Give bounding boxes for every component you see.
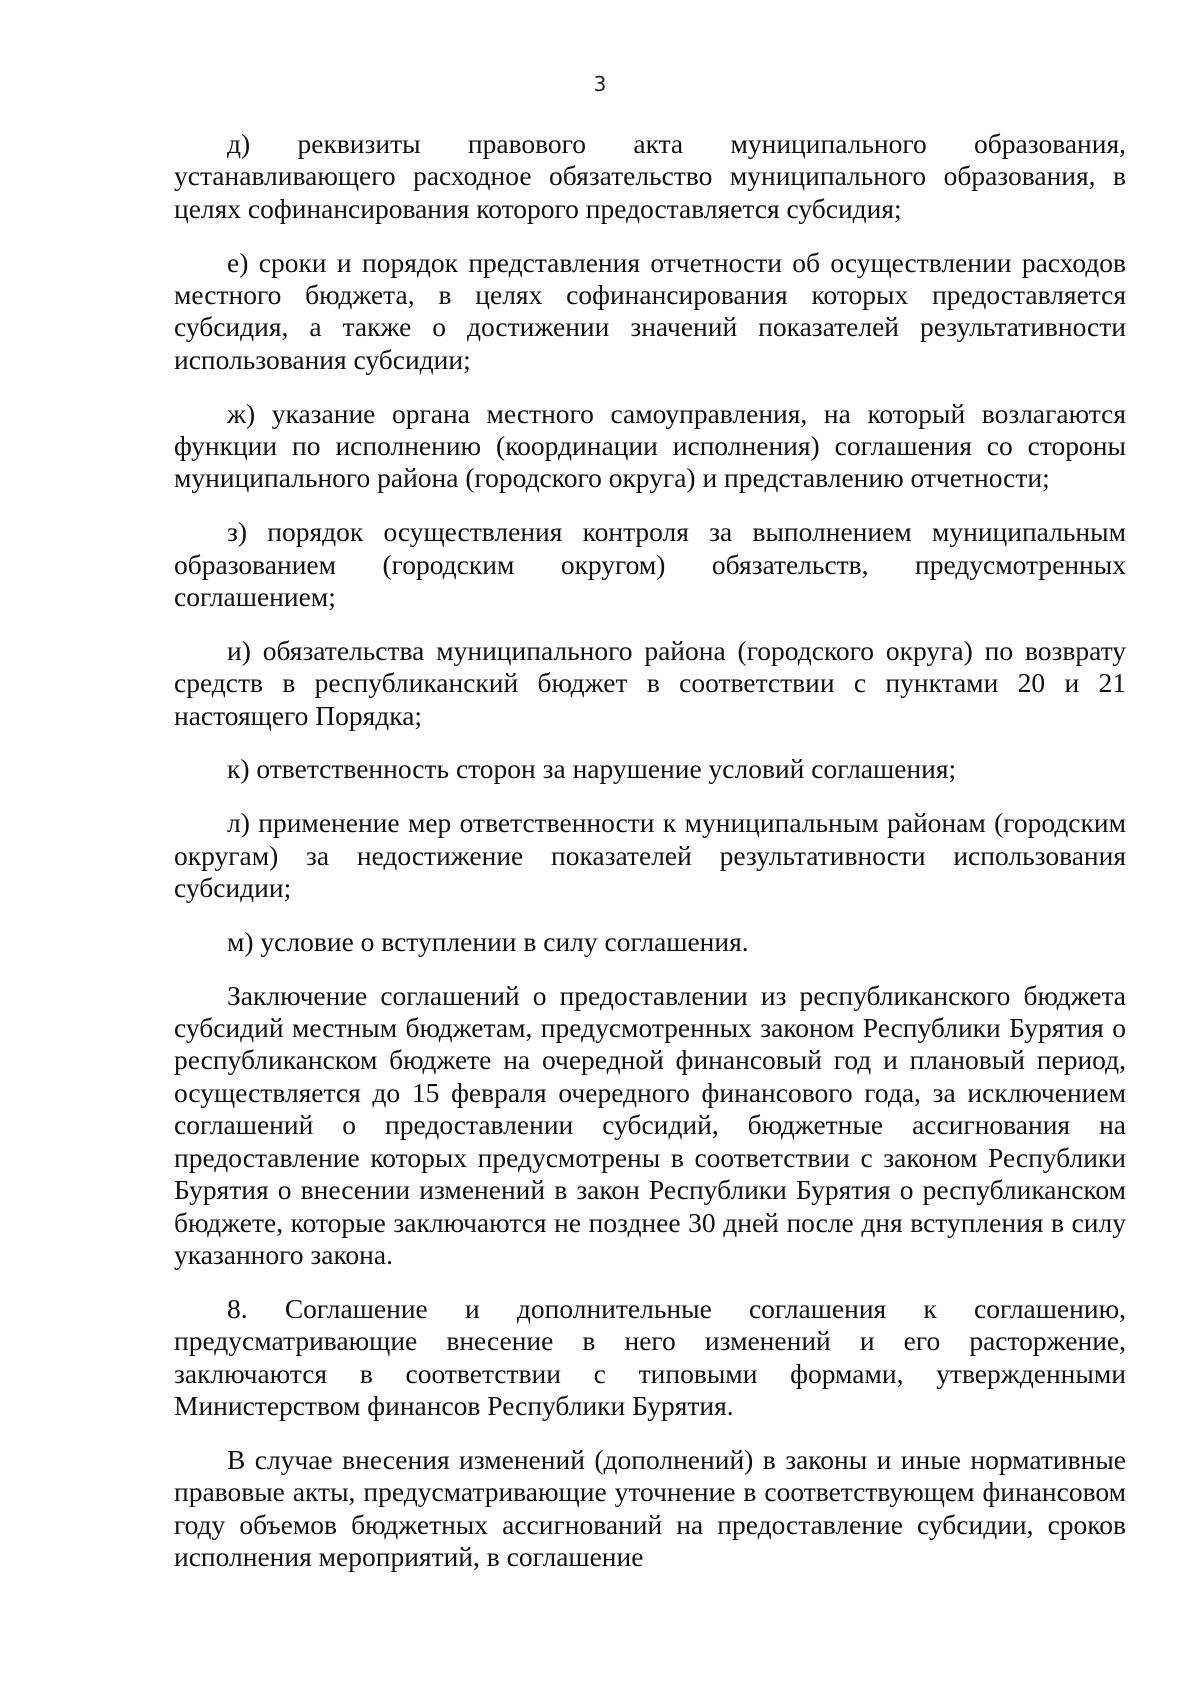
paragraph-l-sanctions: л) применение мер ответственности к муниципальным районам (городским округам) за недостижение показателей результативности использования субсидии;: [174, 807, 1126, 904]
paragraph-i-refund-obligations: и) обязательства муниципального района (городского округа) по возврату средств в республиканский бюджет в соответствии с пунктами 20 и 21 настоящего Порядка;: [174, 634, 1126, 731]
paragraph-zh-authority: ж) указание органа местного самоуправления, на который возлагаются функции по исполнению (координации исполнения) соглашения со стороны муниципального района (городского округа) и представлению отчетности;: [174, 397, 1126, 494]
paragraph-e-reporting-terms: е) сроки и порядок представления отчетности об осуществлении расходов местного бюджета, в целях софинансирования которых предоставляется субсидия, а также о достижении значений показателей результативности использования субсидии;: [174, 246, 1126, 375]
document-body: [174, 128, 1126, 1595]
paragraph-8-standard-forms: 8. Соглашение и дополнительные соглашения к соглашению, предусматривающие внесение в него изменений и его расторжение, заключаются в соответствии с типовыми формами, утвержденными Министерством финансов Республики Бурятия.: [174, 1292, 1126, 1421]
paragraph-agreement-deadline: Заключение соглашений о предоставлении из республиканского бюджета субсидий местным бюджетам, предусмотренных законом Республики Бурятия о республиканском бюджете на очередной финансовый год и плановый период, осуществляется до 15 февраля очередного финансового года, за исключением соглашений о предоставлении субсидий, бюджетные ассигнования на предоставление которых предусмотрены в соответствии с законом Республики Бурятия о внесении изменений в закон Республики Бурятия о республиканском бюджете, которые заключаются не позднее 30 дней после дня вступления в силу указанного закона.: [174, 979, 1126, 1270]
paragraph-k-responsibility: к) ответственность сторон за нарушение условий соглашения;: [227, 753, 957, 785]
paragraph-amendments: В случае внесения изменений (дополнений) в законы и иные нормативные правовые акты, предусматривающие уточнение в соответствующем финансовом году объемов бюджетных ассигнований на предоставление субсидии, сроков исполнения мероприятий, в соглашение: [174, 1443, 1126, 1572]
paragraph-d-requisites: д) реквизиты правового акта муниципального образования, устанавливающего расходное обязательство муниципального образования, в целях софинансирования которого предоставляется субсидия;: [174, 128, 1126, 224]
page-number: 3: [593, 72, 607, 96]
paragraph-z-control: з) порядок осуществления контроля за выполнением муниципальным образованием (городским округом) обязательств, предусмотренных соглашением;: [174, 516, 1126, 613]
paragraph-m-entry-into-force: м) условие о вступлении в силу соглашения.: [227, 925, 749, 957]
